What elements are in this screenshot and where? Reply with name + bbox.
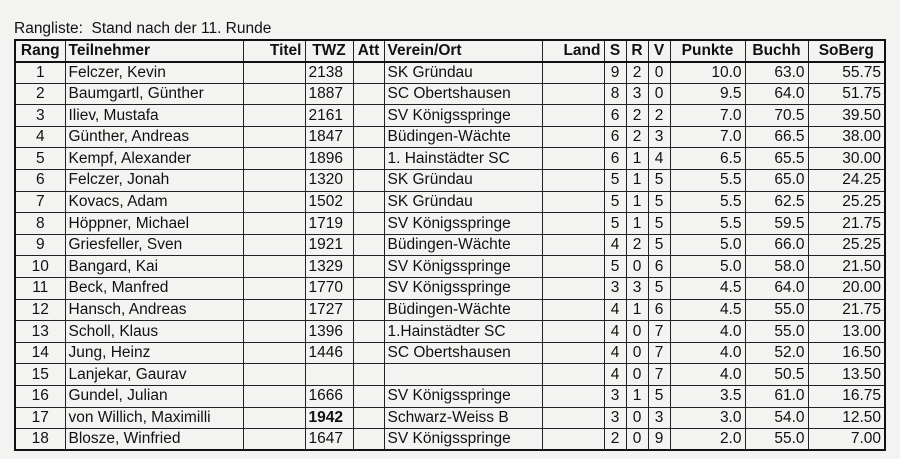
cell-buchh: 55.0 <box>745 321 808 343</box>
cell-titel <box>243 170 305 192</box>
cell-teilnehmer: Kovacs, Adam <box>65 191 243 213</box>
cell-buchh: 65.5 <box>745 148 808 170</box>
table-row <box>15 342 885 364</box>
cell-buchh: 64.0 <box>745 278 808 300</box>
cell-v: 0 <box>648 62 670 84</box>
cell-att <box>353 170 384 192</box>
cell-soberg: 51.75 <box>808 83 885 105</box>
cell-r: 1 <box>626 191 648 213</box>
cell-buchh: 65.0 <box>745 170 808 192</box>
cell-soberg: 12.50 <box>808 407 885 429</box>
cell-land <box>542 299 604 321</box>
cell-rang: 17 <box>15 407 65 429</box>
cell-buchh: 62.5 <box>745 191 808 213</box>
cell-v: 5 <box>648 213 670 235</box>
cell-land <box>542 386 604 408</box>
cell-buchh: 55.0 <box>745 429 808 451</box>
cell-rang: 11 <box>15 278 65 300</box>
cell-teilnehmer: Hansch, Andreas <box>65 299 243 321</box>
cell-twz <box>305 364 353 386</box>
cell-v: 9 <box>648 429 670 451</box>
cell-rang: 4 <box>15 126 65 148</box>
cell-att <box>353 256 384 278</box>
cell-r: 2 <box>626 234 648 256</box>
cell-teilnehmer: von Willich, Maximilli <box>65 407 243 429</box>
cell-punkte: 10.0 <box>670 62 745 84</box>
cell-r: 0 <box>626 429 648 451</box>
table-row <box>15 234 885 256</box>
cell-teilnehmer: Scholl, Klaus <box>65 321 243 343</box>
cell-teilnehmer: Lanjekar, Gaurav <box>65 364 243 386</box>
cell-land <box>542 62 604 84</box>
cell-titel <box>243 407 305 429</box>
cell-rang: 8 <box>15 213 65 235</box>
table-row <box>15 62 885 84</box>
cell-r: 0 <box>626 364 648 386</box>
cell-rang: 10 <box>15 256 65 278</box>
cell-soberg: 24.25 <box>808 170 885 192</box>
cell-verein: SV Königsspringe <box>384 256 542 278</box>
cell-teilnehmer: Iliev, Mustafa <box>65 105 243 127</box>
cell-soberg: 25.25 <box>808 191 885 213</box>
cell-r: 3 <box>626 83 648 105</box>
table-row <box>15 321 885 343</box>
cell-r: 0 <box>626 321 648 343</box>
cell-buchh: 58.0 <box>745 256 808 278</box>
cell-land <box>542 234 604 256</box>
cell-buchh: 63.0 <box>745 62 808 84</box>
cell-land <box>542 126 604 148</box>
col-header-buchh: Buchh <box>745 40 808 62</box>
cell-titel <box>243 213 305 235</box>
cell-land <box>542 407 604 429</box>
cell-teilnehmer: Bangard, Kai <box>65 256 243 278</box>
cell-verein: SK Gründau <box>384 191 542 213</box>
cell-twz: 1770 <box>305 278 353 300</box>
cell-land <box>542 342 604 364</box>
cell-v: 5 <box>648 170 670 192</box>
cell-verein: SV Königsspringe <box>384 386 542 408</box>
cell-teilnehmer: Günther, Andreas <box>65 126 243 148</box>
table-row <box>15 429 885 451</box>
cell-titel <box>243 342 305 364</box>
cell-soberg: 13.50 <box>808 364 885 386</box>
cell-s: 2 <box>604 429 626 451</box>
cell-r: 3 <box>626 278 648 300</box>
cell-att <box>353 83 384 105</box>
col-header-verein: Verein/Ort <box>384 40 542 62</box>
cell-punkte: 7.0 <box>670 126 745 148</box>
cell-r: 2 <box>626 105 648 127</box>
cell-buchh: 66.5 <box>745 126 808 148</box>
cell-titel <box>243 148 305 170</box>
cell-rang: 14 <box>15 342 65 364</box>
cell-att <box>353 191 384 213</box>
cell-teilnehmer: Blosze, Winfried <box>65 429 243 451</box>
cell-land <box>542 148 604 170</box>
cell-s: 6 <box>604 148 626 170</box>
cell-s: 3 <box>604 386 626 408</box>
cell-rang: 16 <box>15 386 65 408</box>
cell-twz: 1719 <box>305 213 353 235</box>
cell-punkte: 5.5 <box>670 213 745 235</box>
col-header-v: V <box>648 40 670 62</box>
table-row <box>15 213 885 235</box>
cell-verein: SC Obertshausen <box>384 342 542 364</box>
cell-s: 5 <box>604 170 626 192</box>
cell-punkte: 4.0 <box>670 342 745 364</box>
cell-verein: Büdingen-Wächte <box>384 299 542 321</box>
cell-buchh: 59.5 <box>745 213 808 235</box>
cell-att <box>353 278 384 300</box>
cell-punkte: 5.5 <box>670 191 745 213</box>
cell-twz: 1921 <box>305 234 353 256</box>
table-row <box>15 299 885 321</box>
cell-s: 4 <box>604 321 626 343</box>
cell-v: 7 <box>648 321 670 343</box>
cell-twz: 2138 <box>305 62 353 84</box>
cell-twz: 1942 <box>305 407 353 429</box>
cell-twz: 1896 <box>305 148 353 170</box>
cell-v: 7 <box>648 342 670 364</box>
cell-punkte: 4.5 <box>670 299 745 321</box>
cell-s: 4 <box>604 234 626 256</box>
cell-buchh: 50.5 <box>745 364 808 386</box>
cell-teilnehmer: Felczer, Jonah <box>65 170 243 192</box>
col-header-soberg: SoBerg <box>808 40 885 62</box>
cell-titel <box>243 278 305 300</box>
cell-rang: 5 <box>15 148 65 170</box>
cell-v: 7 <box>648 364 670 386</box>
cell-soberg: 13.00 <box>808 321 885 343</box>
cell-punkte: 4.0 <box>670 364 745 386</box>
cell-v: 6 <box>648 299 670 321</box>
cell-rang: 13 <box>15 321 65 343</box>
cell-s: 9 <box>604 62 626 84</box>
cell-r: 1 <box>626 148 648 170</box>
col-header-att: Att <box>353 40 384 62</box>
cell-rang: 15 <box>15 364 65 386</box>
table-row <box>15 278 885 300</box>
cell-soberg: 30.00 <box>808 148 885 170</box>
table-row <box>15 83 885 105</box>
cell-land <box>542 191 604 213</box>
cell-s: 5 <box>604 213 626 235</box>
cell-soberg: 16.75 <box>808 386 885 408</box>
cell-punkte: 4.5 <box>670 278 745 300</box>
cell-buchh: 55.0 <box>745 299 808 321</box>
cell-titel <box>243 83 305 105</box>
standings-caption: Rangliste: Stand nach der 11. Runde <box>14 20 272 37</box>
table-row <box>15 126 885 148</box>
cell-att <box>353 299 384 321</box>
cell-punkte: 5.0 <box>670 234 745 256</box>
cell-v: 2 <box>648 105 670 127</box>
cell-titel <box>243 429 305 451</box>
cell-soberg: 38.00 <box>808 126 885 148</box>
cell-v: 5 <box>648 278 670 300</box>
cell-v: 6 <box>648 256 670 278</box>
cell-r: 0 <box>626 256 648 278</box>
cell-verein: Büdingen-Wächte <box>384 234 542 256</box>
cell-titel <box>243 364 305 386</box>
cell-soberg: 55.75 <box>808 62 885 84</box>
table-row <box>15 386 885 408</box>
cell-att <box>353 148 384 170</box>
cell-land <box>542 364 604 386</box>
cell-v: 5 <box>648 234 670 256</box>
cell-r: 0 <box>626 342 648 364</box>
cell-att <box>353 62 384 84</box>
col-header-twz: TWZ <box>305 40 353 62</box>
cell-s: 6 <box>604 105 626 127</box>
table-row <box>15 170 885 192</box>
cell-titel <box>243 62 305 84</box>
cell-punkte: 6.5 <box>670 148 745 170</box>
cell-v: 5 <box>648 386 670 408</box>
cell-twz: 1666 <box>305 386 353 408</box>
col-header-land: Land <box>542 40 604 62</box>
table-row <box>15 364 885 386</box>
cell-soberg: 7.00 <box>808 429 885 451</box>
cell-twz: 1502 <box>305 191 353 213</box>
cell-punkte: 5.5 <box>670 170 745 192</box>
standings-body <box>15 62 885 451</box>
standings-table <box>14 39 886 451</box>
cell-punkte: 5.0 <box>670 256 745 278</box>
cell-land <box>542 256 604 278</box>
cell-teilnehmer: Gundel, Julian <box>65 386 243 408</box>
cell-land <box>542 105 604 127</box>
cell-rang: 7 <box>15 191 65 213</box>
cell-s: 5 <box>604 191 626 213</box>
cell-land <box>542 321 604 343</box>
cell-r: 1 <box>626 213 648 235</box>
cell-att <box>353 407 384 429</box>
cell-twz: 1847 <box>305 126 353 148</box>
cell-twz: 1320 <box>305 170 353 192</box>
cell-v: 5 <box>648 191 670 213</box>
cell-punkte: 3.5 <box>670 386 745 408</box>
cell-s: 3 <box>604 278 626 300</box>
cell-twz: 1887 <box>305 83 353 105</box>
cell-twz: 1647 <box>305 429 353 451</box>
cell-rang: 2 <box>15 83 65 105</box>
cell-teilnehmer: Kempf, Alexander <box>65 148 243 170</box>
cell-verein: SV Königsspringe <box>384 105 542 127</box>
cell-rang: 3 <box>15 105 65 127</box>
cell-rang: 18 <box>15 429 65 451</box>
header-row <box>15 40 885 62</box>
cell-verein <box>384 364 542 386</box>
cell-verein: Schwarz-Weiss B <box>384 407 542 429</box>
cell-v: 3 <box>648 126 670 148</box>
cell-verein: SC Obertshausen <box>384 83 542 105</box>
cell-att <box>353 364 384 386</box>
cell-verein: SK Gründau <box>384 170 542 192</box>
cell-r: 1 <box>626 299 648 321</box>
cell-v: 0 <box>648 83 670 105</box>
cell-soberg: 16.50 <box>808 342 885 364</box>
cell-r: 2 <box>626 62 648 84</box>
cell-twz: 1396 <box>305 321 353 343</box>
cell-titel <box>243 105 305 127</box>
cell-punkte: 2.0 <box>670 429 745 451</box>
cell-verein: SV Königsspringe <box>384 213 542 235</box>
cell-twz: 1329 <box>305 256 353 278</box>
cell-rang: 1 <box>15 62 65 84</box>
col-header-titel: Titel <box>243 40 305 62</box>
cell-s: 3 <box>604 407 626 429</box>
cell-r: 1 <box>626 386 648 408</box>
cell-att <box>353 126 384 148</box>
cell-s: 4 <box>604 342 626 364</box>
cell-verein: SK Gründau <box>384 62 542 84</box>
cell-verein: 1. Hainstädter SC <box>384 148 542 170</box>
cell-s: 6 <box>604 126 626 148</box>
table-row <box>15 256 885 278</box>
cell-r: 0 <box>626 407 648 429</box>
cell-att <box>353 321 384 343</box>
cell-verein: Büdingen-Wächte <box>384 126 542 148</box>
cell-buchh: 61.0 <box>745 386 808 408</box>
cell-rang: 9 <box>15 234 65 256</box>
cell-titel <box>243 321 305 343</box>
cell-teilnehmer: Jung, Heinz <box>65 342 243 364</box>
cell-s: 5 <box>604 256 626 278</box>
col-header-s: S <box>604 40 626 62</box>
cell-land <box>542 429 604 451</box>
cell-titel <box>243 386 305 408</box>
cell-att <box>353 105 384 127</box>
cell-soberg: 39.50 <box>808 105 885 127</box>
cell-land <box>542 83 604 105</box>
cell-verein: SV Königsspringe <box>384 429 542 451</box>
cell-punkte: 4.0 <box>670 321 745 343</box>
cell-buchh: 52.0 <box>745 342 808 364</box>
cell-rang: 12 <box>15 299 65 321</box>
col-header-punkte: Punkte <box>670 40 745 62</box>
cell-att <box>353 234 384 256</box>
cell-twz: 1446 <box>305 342 353 364</box>
table-row <box>15 148 885 170</box>
cell-titel <box>243 234 305 256</box>
cell-v: 4 <box>648 148 670 170</box>
cell-buchh: 70.5 <box>745 105 808 127</box>
cell-soberg: 25.25 <box>808 234 885 256</box>
cell-verein: 1.Hainstädter SC <box>384 321 542 343</box>
cell-s: 4 <box>604 364 626 386</box>
cell-titel <box>243 191 305 213</box>
cell-att <box>353 213 384 235</box>
cell-soberg: 21.50 <box>808 256 885 278</box>
cell-soberg: 21.75 <box>808 299 885 321</box>
cell-buchh: 54.0 <box>745 407 808 429</box>
cell-att <box>353 342 384 364</box>
cell-soberg: 20.00 <box>808 278 885 300</box>
cell-att <box>353 386 384 408</box>
cell-s: 4 <box>604 299 626 321</box>
cell-v: 3 <box>648 407 670 429</box>
cell-titel <box>243 126 305 148</box>
cell-titel <box>243 299 305 321</box>
cell-rang: 6 <box>15 170 65 192</box>
cell-teilnehmer: Felczer, Kevin <box>65 62 243 84</box>
cell-titel <box>243 256 305 278</box>
cell-buchh: 64.0 <box>745 83 808 105</box>
cell-soberg: 21.75 <box>808 213 885 235</box>
cell-teilnehmer: Griesfeller, Sven <box>65 234 243 256</box>
cell-r: 2 <box>626 126 648 148</box>
cell-punkte: 9.5 <box>670 83 745 105</box>
cell-land <box>542 170 604 192</box>
col-header-teilnehmer: Teilnehmer <box>65 40 243 62</box>
cell-buchh: 66.0 <box>745 234 808 256</box>
cell-r: 1 <box>626 170 648 192</box>
cell-land <box>542 213 604 235</box>
cell-teilnehmer: Beck, Manfred <box>65 278 243 300</box>
cell-teilnehmer: Baumgartl, Günther <box>65 83 243 105</box>
cell-teilnehmer: Höppner, Michael <box>65 213 243 235</box>
cell-twz: 1727 <box>305 299 353 321</box>
cell-twz: 2161 <box>305 105 353 127</box>
cell-punkte: 7.0 <box>670 105 745 127</box>
cell-verein: SV Königsspringe <box>384 278 542 300</box>
cell-att <box>353 429 384 451</box>
table-row <box>15 105 885 127</box>
cell-s: 8 <box>604 83 626 105</box>
cell-land <box>542 278 604 300</box>
table-row <box>15 191 885 213</box>
table-row <box>15 407 885 429</box>
col-header-r: R <box>626 40 648 62</box>
col-header-rang: Rang <box>15 40 65 62</box>
cell-punkte: 3.0 <box>670 407 745 429</box>
